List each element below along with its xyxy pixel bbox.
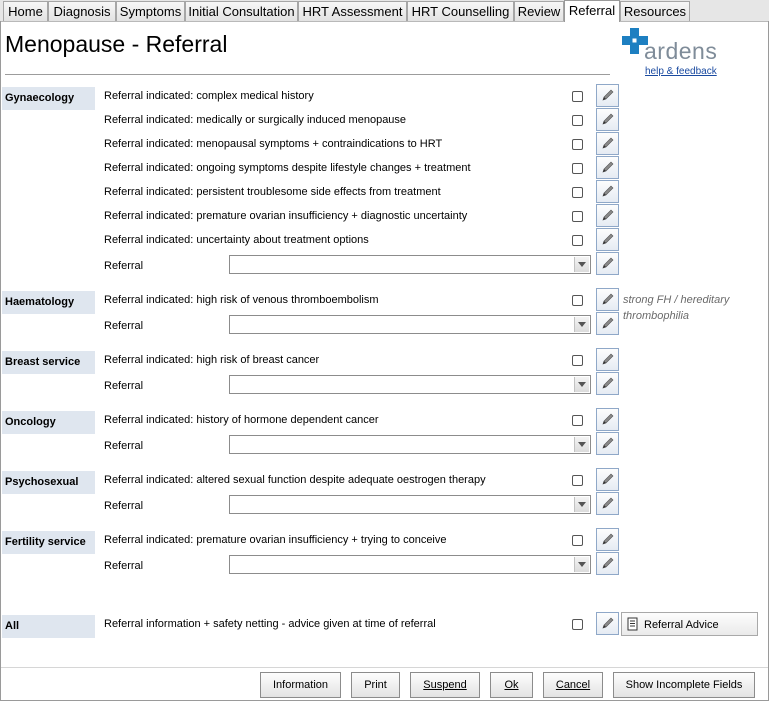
referral-advice-button[interactable] — [621, 612, 758, 636]
pencil-icon — [600, 184, 615, 199]
pencil-icon — [600, 352, 615, 367]
gyn-item-label: Referral indicated: ongoing symptoms despite lifestyle changes + treatment — [104, 162, 471, 174]
title-divider — [5, 74, 610, 75]
tab-review[interactable]: Review — [514, 1, 564, 21]
pencil-icon — [600, 532, 615, 547]
edit-button[interactable] — [596, 408, 619, 431]
tab-symptoms[interactable]: Symptoms — [116, 1, 185, 21]
dropdown-arrow[interactable] — [574, 257, 589, 272]
onc-item-label: Referral indicated: history of hormone dependent cancer — [104, 414, 379, 426]
chevron-down-icon — [578, 562, 586, 567]
edit-button[interactable] — [596, 180, 619, 203]
gyn-referral-dropdown[interactable] — [229, 255, 591, 274]
gyn-item-checkbox[interactable] — [572, 91, 583, 102]
chevron-down-icon — [578, 502, 586, 507]
tab-referral[interactable]: Referral — [564, 0, 620, 22]
pencil-icon — [600, 316, 615, 331]
page-title: Menopause - Referral — [5, 31, 228, 57]
gyn-item-checkbox[interactable] — [572, 139, 583, 150]
chevron-down-icon — [578, 442, 586, 447]
print-button[interactable]: Print — [351, 672, 400, 698]
gyn-item-checkbox[interactable] — [572, 187, 583, 198]
pencil-icon — [600, 88, 615, 103]
referral-label: Referral — [104, 260, 144, 272]
gyn-item-checkbox[interactable] — [572, 163, 583, 174]
referral-label: Referral — [104, 500, 144, 512]
chevron-down-icon — [578, 382, 586, 387]
ok-button[interactable]: Ok — [490, 672, 533, 698]
chevron-down-icon — [578, 262, 586, 267]
tab-resources[interactable]: Resources — [620, 1, 690, 21]
pencil-icon — [600, 556, 615, 571]
onc-item-checkbox[interactable] — [572, 415, 583, 426]
referral-label: Referral — [104, 320, 144, 332]
edit-button[interactable] — [596, 156, 619, 179]
gyn-item-label: Referral indicated: premature ovarian insufficiency + diagnostic uncertainty — [104, 210, 468, 222]
document-icon — [626, 617, 640, 631]
section-oncology: Oncology — [2, 411, 95, 434]
pencil-icon — [600, 136, 615, 151]
tab-hrt-assessment[interactable]: HRT Assessment — [298, 1, 407, 21]
pencil-icon — [600, 496, 615, 511]
all-item-checkbox[interactable] — [572, 619, 583, 630]
ardens-logo — [620, 27, 730, 77]
gyn-item-checkbox[interactable] — [572, 115, 583, 126]
fert-referral-dropdown[interactable] — [229, 555, 591, 574]
breast-referral-dropdown[interactable] — [229, 375, 591, 394]
edit-button[interactable] — [596, 468, 619, 491]
edit-button[interactable] — [596, 84, 619, 107]
pencil-icon — [600, 472, 615, 487]
suspend-button[interactable]: Suspend — [410, 672, 480, 698]
edit-button[interactable] — [596, 204, 619, 227]
section-breast-service: Breast service — [2, 351, 95, 374]
pencil-icon — [600, 376, 615, 391]
dropdown-arrow[interactable] — [574, 557, 589, 572]
section-psychosexual: Psychosexual — [2, 471, 95, 494]
tab-home[interactable]: Home — [3, 1, 48, 21]
chevron-down-icon — [578, 322, 586, 327]
tab-bar — [0, 0, 769, 22]
edit-button[interactable] — [596, 312, 619, 335]
dropdown-arrow[interactable] — [574, 437, 589, 452]
gyn-item-label: Referral indicated: complex medical history — [104, 90, 314, 102]
dropdown-arrow[interactable] — [574, 377, 589, 392]
edit-button[interactable] — [596, 492, 619, 515]
referral-label: Referral — [104, 560, 144, 572]
dropdown-arrow[interactable] — [574, 497, 589, 512]
edit-button[interactable] — [596, 288, 619, 311]
logo-text: ardens — [644, 38, 718, 64]
fert-item-checkbox[interactable] — [572, 535, 583, 546]
section-gynaecology: Gynaecology — [2, 87, 95, 110]
cancel-button[interactable]: Cancel — [543, 672, 603, 698]
help-feedback-link[interactable]: help & feedback — [645, 66, 717, 77]
tab-initial-consultation[interactable]: Initial Consultation — [185, 1, 298, 21]
psych-referral-dropdown[interactable] — [229, 495, 591, 514]
edit-button[interactable] — [596, 228, 619, 251]
haem-item-label: Referral indicated: high risk of venous thromboembolism — [104, 294, 379, 306]
information-button[interactable]: Information — [260, 672, 341, 698]
gyn-item-label: Referral indicated: medically or surgically induced menopause — [104, 114, 407, 126]
tab-hrt-counselling[interactable]: HRT Counselling — [407, 1, 514, 21]
fert-item-label: Referral indicated: premature ovarian insufficiency + trying to conceive — [104, 534, 447, 546]
gyn-item-checkbox[interactable] — [572, 211, 583, 222]
section-haematology: Haematology — [2, 291, 95, 314]
pencil-icon — [600, 616, 615, 631]
edit-button[interactable] — [596, 348, 619, 371]
referral-label: Referral — [104, 440, 144, 452]
haem-item-checkbox[interactable] — [572, 295, 583, 306]
gyn-item-label: Referral indicated: persistent troublesome side effects from treatment — [104, 186, 441, 198]
psych-item-label: Referral indicated: altered sexual function despite adequate oestrogen therapy — [104, 474, 486, 486]
all-item-label: Referral information + safety netting - advice given at time of referral — [104, 618, 436, 630]
edit-button[interactable] — [596, 132, 619, 155]
show-incomplete-fields-button[interactable]: Show Incomplete Fields — [613, 672, 755, 698]
section-fertility-service: Fertility service — [2, 531, 95, 554]
pencil-icon — [600, 232, 615, 247]
gyn-item-checkbox[interactable] — [572, 235, 583, 246]
haem-referral-dropdown[interactable] — [229, 315, 591, 334]
edit-button[interactable] — [596, 108, 619, 131]
footer-divider — [1, 667, 768, 668]
edit-button[interactable] — [596, 528, 619, 551]
edit-button[interactable] — [596, 432, 619, 455]
referral-advice-label: Referral Advice — [644, 619, 719, 631]
pencil-icon — [600, 112, 615, 127]
pencil-icon — [600, 412, 615, 427]
haem-note: strong FH / hereditary thrombophilia — [623, 294, 730, 322]
referral-label: Referral — [104, 380, 144, 392]
edit-button[interactable] — [596, 372, 619, 395]
gyn-item-label: Referral indicated: menopausal symptoms + contraindications to HRT — [104, 138, 443, 150]
edit-button[interactable] — [596, 252, 619, 275]
breast-item-checkbox[interactable] — [572, 355, 583, 366]
breast-item-label: Referral indicated: high risk of breast cancer — [104, 354, 320, 366]
pencil-icon — [600, 256, 615, 271]
edit-button[interactable] — [596, 552, 619, 575]
pencil-icon — [600, 160, 615, 175]
psych-item-checkbox[interactable] — [572, 475, 583, 486]
onc-referral-dropdown[interactable] — [229, 435, 591, 454]
pencil-icon — [600, 208, 615, 223]
edit-button[interactable] — [596, 612, 619, 635]
section-all: All — [2, 615, 95, 638]
pencil-icon — [600, 292, 615, 307]
gyn-item-label: Referral indicated: uncertainty about treatment options — [104, 234, 369, 246]
tab-diagnosis[interactable]: Diagnosis — [48, 1, 116, 21]
dropdown-arrow[interactable] — [574, 317, 589, 332]
pencil-icon — [600, 436, 615, 451]
